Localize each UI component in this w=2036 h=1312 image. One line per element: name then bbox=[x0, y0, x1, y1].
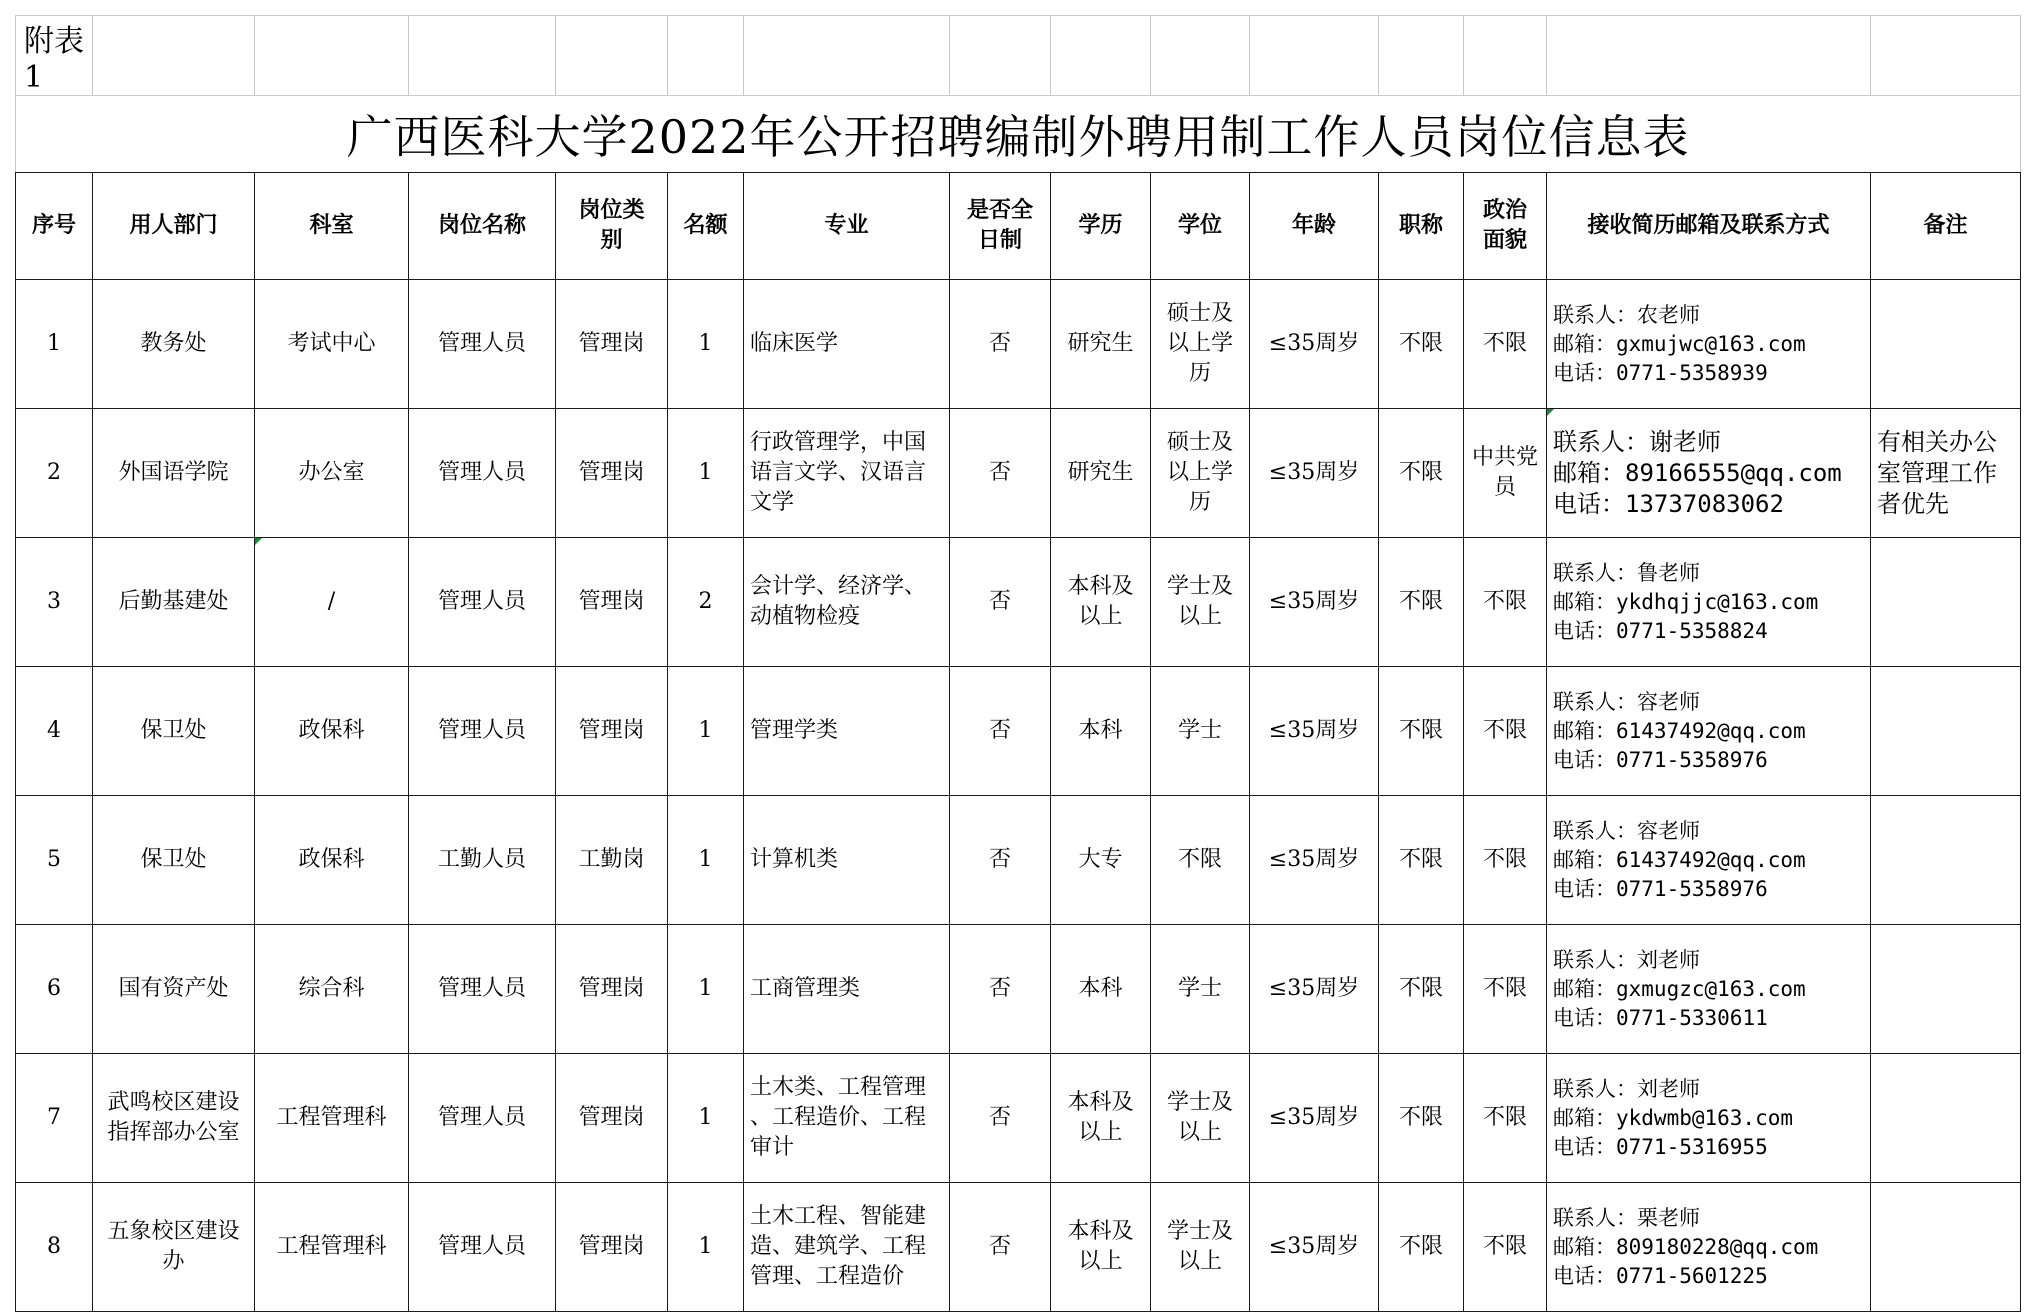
header-category-line: 别 bbox=[600, 228, 623, 253]
header-remark: 备注 bbox=[1871, 173, 2021, 280]
cell-education bbox=[1051, 925, 1151, 1054]
cell-contact bbox=[1547, 538, 1871, 667]
empty-cell bbox=[1871, 16, 2021, 96]
contact-email: 邮箱：61437492@qq.com bbox=[1553, 718, 1806, 743]
cell-degree-line: 以上 bbox=[1177, 1249, 1222, 1274]
cell-remark bbox=[1871, 796, 2021, 925]
cell-major-line: 管理学类 bbox=[750, 718, 839, 743]
header-age: 年龄 bbox=[1250, 173, 1379, 280]
cell-seq: 3 bbox=[16, 538, 93, 667]
cell-contact bbox=[1547, 1183, 1871, 1312]
cell-degree-line: 历 bbox=[1188, 490, 1211, 515]
header-fulltime-line: 日制 bbox=[977, 228, 1022, 253]
header-fulltime-line: 是否全 bbox=[966, 198, 1033, 223]
title-row bbox=[16, 96, 2021, 173]
cell-major-line: 审计 bbox=[750, 1135, 795, 1160]
cell-political bbox=[1464, 667, 1547, 796]
cell-education-line: 研究生 bbox=[1067, 460, 1134, 485]
cell-title: 不限 bbox=[1379, 409, 1464, 538]
table-row bbox=[16, 1183, 2021, 1312]
cell-education bbox=[1051, 409, 1151, 538]
cell-age: ≤35周岁 bbox=[1250, 409, 1379, 538]
header-political-line: 政治 bbox=[1482, 198, 1527, 223]
header-position: 岗位名称 bbox=[409, 173, 556, 280]
cell-education bbox=[1051, 1054, 1151, 1183]
cell-political-line: 不限 bbox=[1482, 1105, 1527, 1130]
cell-political-line: 不限 bbox=[1482, 718, 1527, 743]
cell-contact bbox=[1547, 1054, 1871, 1183]
cell-dept-line: 武鸣校区建设 bbox=[107, 1090, 240, 1115]
cell-political-line: 不限 bbox=[1482, 331, 1527, 356]
cell-education-line: 本科及 bbox=[1067, 1090, 1134, 1115]
cell-fulltime: 否 bbox=[950, 538, 1051, 667]
cell-degree-line: 以上 bbox=[1177, 604, 1222, 629]
table-row bbox=[16, 1054, 2021, 1183]
cell-position: 管理人员 bbox=[409, 925, 556, 1054]
cell-degree-line: 学士及 bbox=[1166, 1090, 1233, 1115]
cell-dept bbox=[93, 1183, 255, 1312]
empty-cell bbox=[556, 16, 668, 96]
cell-position: 管理人员 bbox=[409, 1054, 556, 1183]
cell-remark bbox=[1871, 280, 2021, 409]
recruitment-sheet bbox=[15, 15, 2020, 1289]
header-degree: 学位 bbox=[1151, 173, 1250, 280]
cell-degree bbox=[1151, 1054, 1250, 1183]
cell-major-line: 工商管理类 bbox=[750, 976, 861, 1001]
cell-degree-line: 学士 bbox=[1177, 718, 1222, 743]
cell-age: ≤35周岁 bbox=[1250, 796, 1379, 925]
table-row bbox=[16, 409, 2021, 538]
cell-dept bbox=[93, 409, 255, 538]
cell-political bbox=[1464, 1183, 1547, 1312]
cell-dept-line: 五象校区建设 bbox=[107, 1219, 240, 1244]
header-quota: 名额 bbox=[668, 173, 744, 280]
cell-title: 不限 bbox=[1379, 925, 1464, 1054]
cell-education-line: 大专 bbox=[1078, 847, 1123, 872]
cell-dept bbox=[93, 925, 255, 1054]
empty-cell bbox=[1250, 16, 1379, 96]
cell-office: 政保科 bbox=[255, 667, 409, 796]
table-row bbox=[16, 280, 2021, 409]
header-seq: 序号 bbox=[16, 173, 93, 280]
cell-age: ≤35周岁 bbox=[1250, 280, 1379, 409]
contact-phone: 电话：0771-5358824 bbox=[1553, 618, 1768, 643]
cell-category: 管理岗 bbox=[556, 667, 668, 796]
cell-position: 工勤人员 bbox=[409, 796, 556, 925]
cell-political bbox=[1464, 280, 1547, 409]
cell-category: 工勤岗 bbox=[556, 796, 668, 925]
cell-category: 管理岗 bbox=[556, 925, 668, 1054]
cell-degree-line: 以上学 bbox=[1166, 331, 1233, 356]
cell-degree bbox=[1151, 796, 1250, 925]
attachment-row bbox=[16, 16, 2021, 96]
cell-seq: 6 bbox=[16, 925, 93, 1054]
empty-cell bbox=[950, 16, 1051, 96]
cell-age: ≤35周岁 bbox=[1250, 1054, 1379, 1183]
cell-quota: 1 bbox=[668, 925, 744, 1054]
cell-major-line: 动植物检疫 bbox=[750, 604, 861, 629]
cell-office: 办公室 bbox=[255, 409, 409, 538]
cell-quota: 1 bbox=[668, 280, 744, 409]
cell-seq: 5 bbox=[16, 796, 93, 925]
header-contact: 接收简历邮箱及联系方式 bbox=[1547, 173, 1871, 280]
cell-quota: 1 bbox=[668, 796, 744, 925]
cell-title: 不限 bbox=[1379, 796, 1464, 925]
cell-contact bbox=[1547, 925, 1871, 1054]
empty-cell bbox=[255, 16, 409, 96]
cell-age: ≤35周岁 bbox=[1250, 667, 1379, 796]
cell-fulltime: 否 bbox=[950, 667, 1051, 796]
cell-degree bbox=[1151, 667, 1250, 796]
cell-quota: 1 bbox=[668, 409, 744, 538]
cell-seq: 8 bbox=[16, 1183, 93, 1312]
cell-degree-line: 学士及 bbox=[1166, 1219, 1233, 1244]
cell-major-line: 行政管理学，中国 bbox=[750, 430, 927, 455]
cell-dept-line: 后勤基建处 bbox=[118, 589, 229, 614]
cell-major bbox=[744, 667, 950, 796]
cell-major bbox=[744, 1054, 950, 1183]
cell-office: 工程管理科 bbox=[255, 1183, 409, 1312]
contact-email: 邮箱：89166555@qq.com bbox=[1553, 458, 1842, 487]
cell-remark bbox=[1871, 667, 2021, 796]
cell-office: / bbox=[255, 538, 409, 667]
cell-degree bbox=[1151, 538, 1250, 667]
header-dept: 用人部门 bbox=[93, 173, 255, 280]
contact-email: 邮箱：ykdwmb@163.com bbox=[1553, 1105, 1794, 1130]
contact-phone: 电话：0771-5330611 bbox=[1553, 1005, 1768, 1030]
cell-title: 不限 bbox=[1379, 538, 1464, 667]
cell-major bbox=[744, 280, 950, 409]
cell-fulltime: 否 bbox=[950, 1183, 1051, 1312]
contact-phone: 电话：0771-5358976 bbox=[1553, 747, 1768, 772]
cell-contact bbox=[1547, 667, 1871, 796]
empty-cell bbox=[668, 16, 744, 96]
cell-contact bbox=[1547, 796, 1871, 925]
cell-major-line: 造、建筑学、工程 bbox=[750, 1234, 927, 1259]
cell-quota: 1 bbox=[668, 1054, 744, 1183]
contact-email: 邮箱：809180228@qq.com bbox=[1553, 1234, 1819, 1259]
cell-education-line: 以上 bbox=[1078, 1249, 1123, 1274]
cell-degree-line: 不限 bbox=[1177, 847, 1222, 872]
cell-degree-line: 以上学 bbox=[1166, 460, 1233, 485]
cell-political-line: 不限 bbox=[1482, 589, 1527, 614]
cell-education-line: 本科 bbox=[1078, 976, 1123, 1001]
cell-education bbox=[1051, 1183, 1151, 1312]
cell-remark-line: 者优先 bbox=[1877, 489, 1949, 518]
cell-position: 管理人员 bbox=[409, 280, 556, 409]
cell-major-line: 语言文学、汉语言 bbox=[750, 460, 927, 485]
contact-contact-person: 联系人：谢老师 bbox=[1553, 427, 1721, 456]
cell-office: 工程管理科 bbox=[255, 1054, 409, 1183]
cell-dept-line: 外国语学院 bbox=[118, 460, 229, 485]
cell-education bbox=[1051, 796, 1151, 925]
contact-email: 邮箱：ykdhqjjc@163.com bbox=[1553, 589, 1819, 614]
cell-major-line: 管理、工程造价 bbox=[750, 1264, 905, 1289]
cell-education-line: 以上 bbox=[1078, 1120, 1123, 1145]
cell-political bbox=[1464, 796, 1547, 925]
cell-degree-line: 学士 bbox=[1177, 976, 1222, 1001]
cell-dept-line: 保卫处 bbox=[140, 847, 207, 872]
cell-degree bbox=[1151, 925, 1250, 1054]
cell-major bbox=[744, 1183, 950, 1312]
cell-title: 不限 bbox=[1379, 667, 1464, 796]
cell-category: 管理岗 bbox=[556, 280, 668, 409]
cell-dept bbox=[93, 1054, 255, 1183]
cell-fulltime: 否 bbox=[950, 925, 1051, 1054]
empty-cell bbox=[1151, 16, 1250, 96]
contact-contact-person: 联系人：刘老师 bbox=[1553, 947, 1700, 972]
cell-position: 管理人员 bbox=[409, 667, 556, 796]
cell-degree-line: 历 bbox=[1188, 361, 1211, 386]
cell-political bbox=[1464, 409, 1547, 538]
header-office: 科室 bbox=[255, 173, 409, 280]
cell-political-line: 不限 bbox=[1482, 1234, 1527, 1259]
cell-education bbox=[1051, 538, 1151, 667]
contact-phone: 电话：0771-5358939 bbox=[1553, 360, 1768, 385]
cell-major-line: 、工程造价、工程 bbox=[750, 1105, 927, 1130]
cell-quota: 1 bbox=[668, 1183, 744, 1312]
cell-degree bbox=[1151, 280, 1250, 409]
cell-education-line: 以上 bbox=[1078, 604, 1123, 629]
cell-education bbox=[1051, 667, 1151, 796]
cell-major-line: 土木类、工程管理 bbox=[750, 1075, 927, 1100]
header-category bbox=[556, 173, 668, 280]
cell-dept-line: 保卫处 bbox=[140, 718, 207, 743]
cell-title: 不限 bbox=[1379, 1054, 1464, 1183]
cell-education bbox=[1051, 280, 1151, 409]
cell-political-line: 员 bbox=[1493, 475, 1516, 500]
empty-cell bbox=[1547, 16, 1871, 96]
cell-age: ≤35周岁 bbox=[1250, 538, 1379, 667]
cell-major bbox=[744, 538, 950, 667]
cell-category: 管理岗 bbox=[556, 409, 668, 538]
contact-phone: 电话：0771-5601225 bbox=[1553, 1263, 1768, 1288]
cell-education-line: 研究生 bbox=[1067, 331, 1134, 356]
cell-political bbox=[1464, 1054, 1547, 1183]
contact-contact-person: 联系人：刘老师 bbox=[1553, 1076, 1700, 1101]
cell-major-line: 文学 bbox=[750, 490, 795, 515]
header-category-line: 岗位类 bbox=[578, 198, 645, 223]
empty-cell bbox=[1379, 16, 1464, 96]
cell-dept bbox=[93, 280, 255, 409]
cell-major-line: 临床医学 bbox=[750, 331, 839, 356]
cell-degree bbox=[1151, 1183, 1250, 1312]
cell-political bbox=[1464, 538, 1547, 667]
contact-contact-person: 联系人：鲁老师 bbox=[1553, 560, 1700, 585]
cell-major-line: 会计学、经济学、 bbox=[750, 574, 927, 599]
contact-email: 邮箱：gxmujwc@163.com bbox=[1553, 331, 1806, 356]
cell-dept bbox=[93, 796, 255, 925]
cell-seq: 2 bbox=[16, 409, 93, 538]
cell-degree-line: 学士及 bbox=[1166, 574, 1233, 599]
cell-age: ≤35周岁 bbox=[1250, 1183, 1379, 1312]
empty-cell bbox=[93, 16, 255, 96]
empty-cell bbox=[1051, 16, 1151, 96]
cell-degree-line: 硕士及 bbox=[1166, 430, 1233, 455]
cell-major-line: 计算机类 bbox=[750, 847, 839, 872]
cell-position: 管理人员 bbox=[409, 409, 556, 538]
cell-major-line: 土木工程、智能建 bbox=[750, 1204, 927, 1229]
cell-degree-line: 以上 bbox=[1177, 1120, 1222, 1145]
contact-contact-person: 联系人：栗老师 bbox=[1553, 1205, 1700, 1230]
cell-remark bbox=[1871, 1054, 2021, 1183]
header-major: 专业 bbox=[744, 173, 950, 280]
cell-remark-line: 有相关办公 bbox=[1877, 427, 1997, 456]
cell-dept bbox=[93, 667, 255, 796]
cell-degree-line: 硕士及 bbox=[1166, 301, 1233, 326]
header-fulltime bbox=[950, 173, 1051, 280]
cell-remark bbox=[1871, 409, 2021, 538]
cell-category: 管理岗 bbox=[556, 1054, 668, 1183]
header-education: 学历 bbox=[1051, 173, 1151, 280]
empty-cell bbox=[744, 16, 950, 96]
cell-seq: 4 bbox=[16, 667, 93, 796]
contact-contact-person: 联系人：容老师 bbox=[1553, 818, 1700, 843]
cell-major bbox=[744, 796, 950, 925]
cell-age: ≤35周岁 bbox=[1250, 925, 1379, 1054]
cell-political-line: 中共党 bbox=[1471, 445, 1538, 470]
cell-political bbox=[1464, 925, 1547, 1054]
cell-office: 考试中心 bbox=[255, 280, 409, 409]
cell-education-line: 本科 bbox=[1078, 718, 1123, 743]
cell-quota: 1 bbox=[668, 667, 744, 796]
table-row bbox=[16, 667, 2021, 796]
cell-fulltime: 否 bbox=[950, 1054, 1051, 1183]
cell-position: 管理人员 bbox=[409, 538, 556, 667]
cell-office: 政保科 bbox=[255, 796, 409, 925]
position-info-table bbox=[15, 15, 2021, 1312]
header-political-line: 面貌 bbox=[1482, 228, 1527, 253]
cell-remark-line: 室管理工作 bbox=[1877, 458, 1997, 487]
contact-phone: 电话：0771-5358976 bbox=[1553, 876, 1768, 901]
header-row bbox=[16, 173, 2021, 280]
contact-email: 邮箱：gxmugzc@163.com bbox=[1553, 976, 1806, 1001]
header-political bbox=[1464, 173, 1547, 280]
contact-phone: 电话：0771-5316955 bbox=[1553, 1134, 1768, 1159]
cell-major bbox=[744, 409, 950, 538]
contact-contact-person: 联系人：容老师 bbox=[1553, 689, 1700, 714]
cell-dept-line: 教务处 bbox=[140, 331, 207, 356]
cell-quota: 2 bbox=[668, 538, 744, 667]
cell-category: 管理岗 bbox=[556, 1183, 668, 1312]
contact-contact-person: 联系人：农老师 bbox=[1553, 302, 1700, 327]
cell-major bbox=[744, 925, 950, 1054]
cell-dept-line: 指挥部办公室 bbox=[107, 1120, 240, 1145]
cell-category: 管理岗 bbox=[556, 538, 668, 667]
table-row bbox=[16, 796, 2021, 925]
cell-fulltime: 否 bbox=[950, 796, 1051, 925]
contact-email: 邮箱：61437492@qq.com bbox=[1553, 847, 1806, 872]
cell-political-line: 不限 bbox=[1482, 976, 1527, 1001]
header-title: 职称 bbox=[1379, 173, 1464, 280]
contact-phone: 电话：13737083062 bbox=[1553, 489, 1784, 518]
cell-dept bbox=[93, 538, 255, 667]
table-row bbox=[16, 925, 2021, 1054]
table-row bbox=[16, 538, 2021, 667]
cell-political-line: 不限 bbox=[1482, 847, 1527, 872]
cell-dept-line: 办 bbox=[162, 1249, 185, 1274]
cell-position: 管理人员 bbox=[409, 1183, 556, 1312]
cell-fulltime: 否 bbox=[950, 409, 1051, 538]
cell-education-line: 本科及 bbox=[1067, 1219, 1134, 1244]
cell-education-line: 本科及 bbox=[1067, 574, 1134, 599]
cell-seq: 7 bbox=[16, 1054, 93, 1183]
cell-remark bbox=[1871, 538, 2021, 667]
cell-dept-line: 国有资产处 bbox=[118, 976, 229, 1001]
cell-title: 不限 bbox=[1379, 280, 1464, 409]
cell-seq: 1 bbox=[16, 280, 93, 409]
cell-remark bbox=[1871, 925, 2021, 1054]
cell-fulltime: 否 bbox=[950, 280, 1051, 409]
cell-remark bbox=[1871, 1183, 2021, 1312]
cell-title: 不限 bbox=[1379, 1183, 1464, 1312]
empty-cell bbox=[409, 16, 556, 96]
empty-cell bbox=[1464, 16, 1547, 96]
cell-contact bbox=[1547, 409, 1871, 538]
cell-office: 综合科 bbox=[255, 925, 409, 1054]
cell-degree bbox=[1151, 409, 1250, 538]
page-title: 广西医科大学2022年公开招聘编制外聘用制工作人员岗位信息表 bbox=[16, 96, 2021, 173]
attachment-label: 附表1 bbox=[16, 16, 93, 96]
cell-contact bbox=[1547, 280, 1871, 409]
